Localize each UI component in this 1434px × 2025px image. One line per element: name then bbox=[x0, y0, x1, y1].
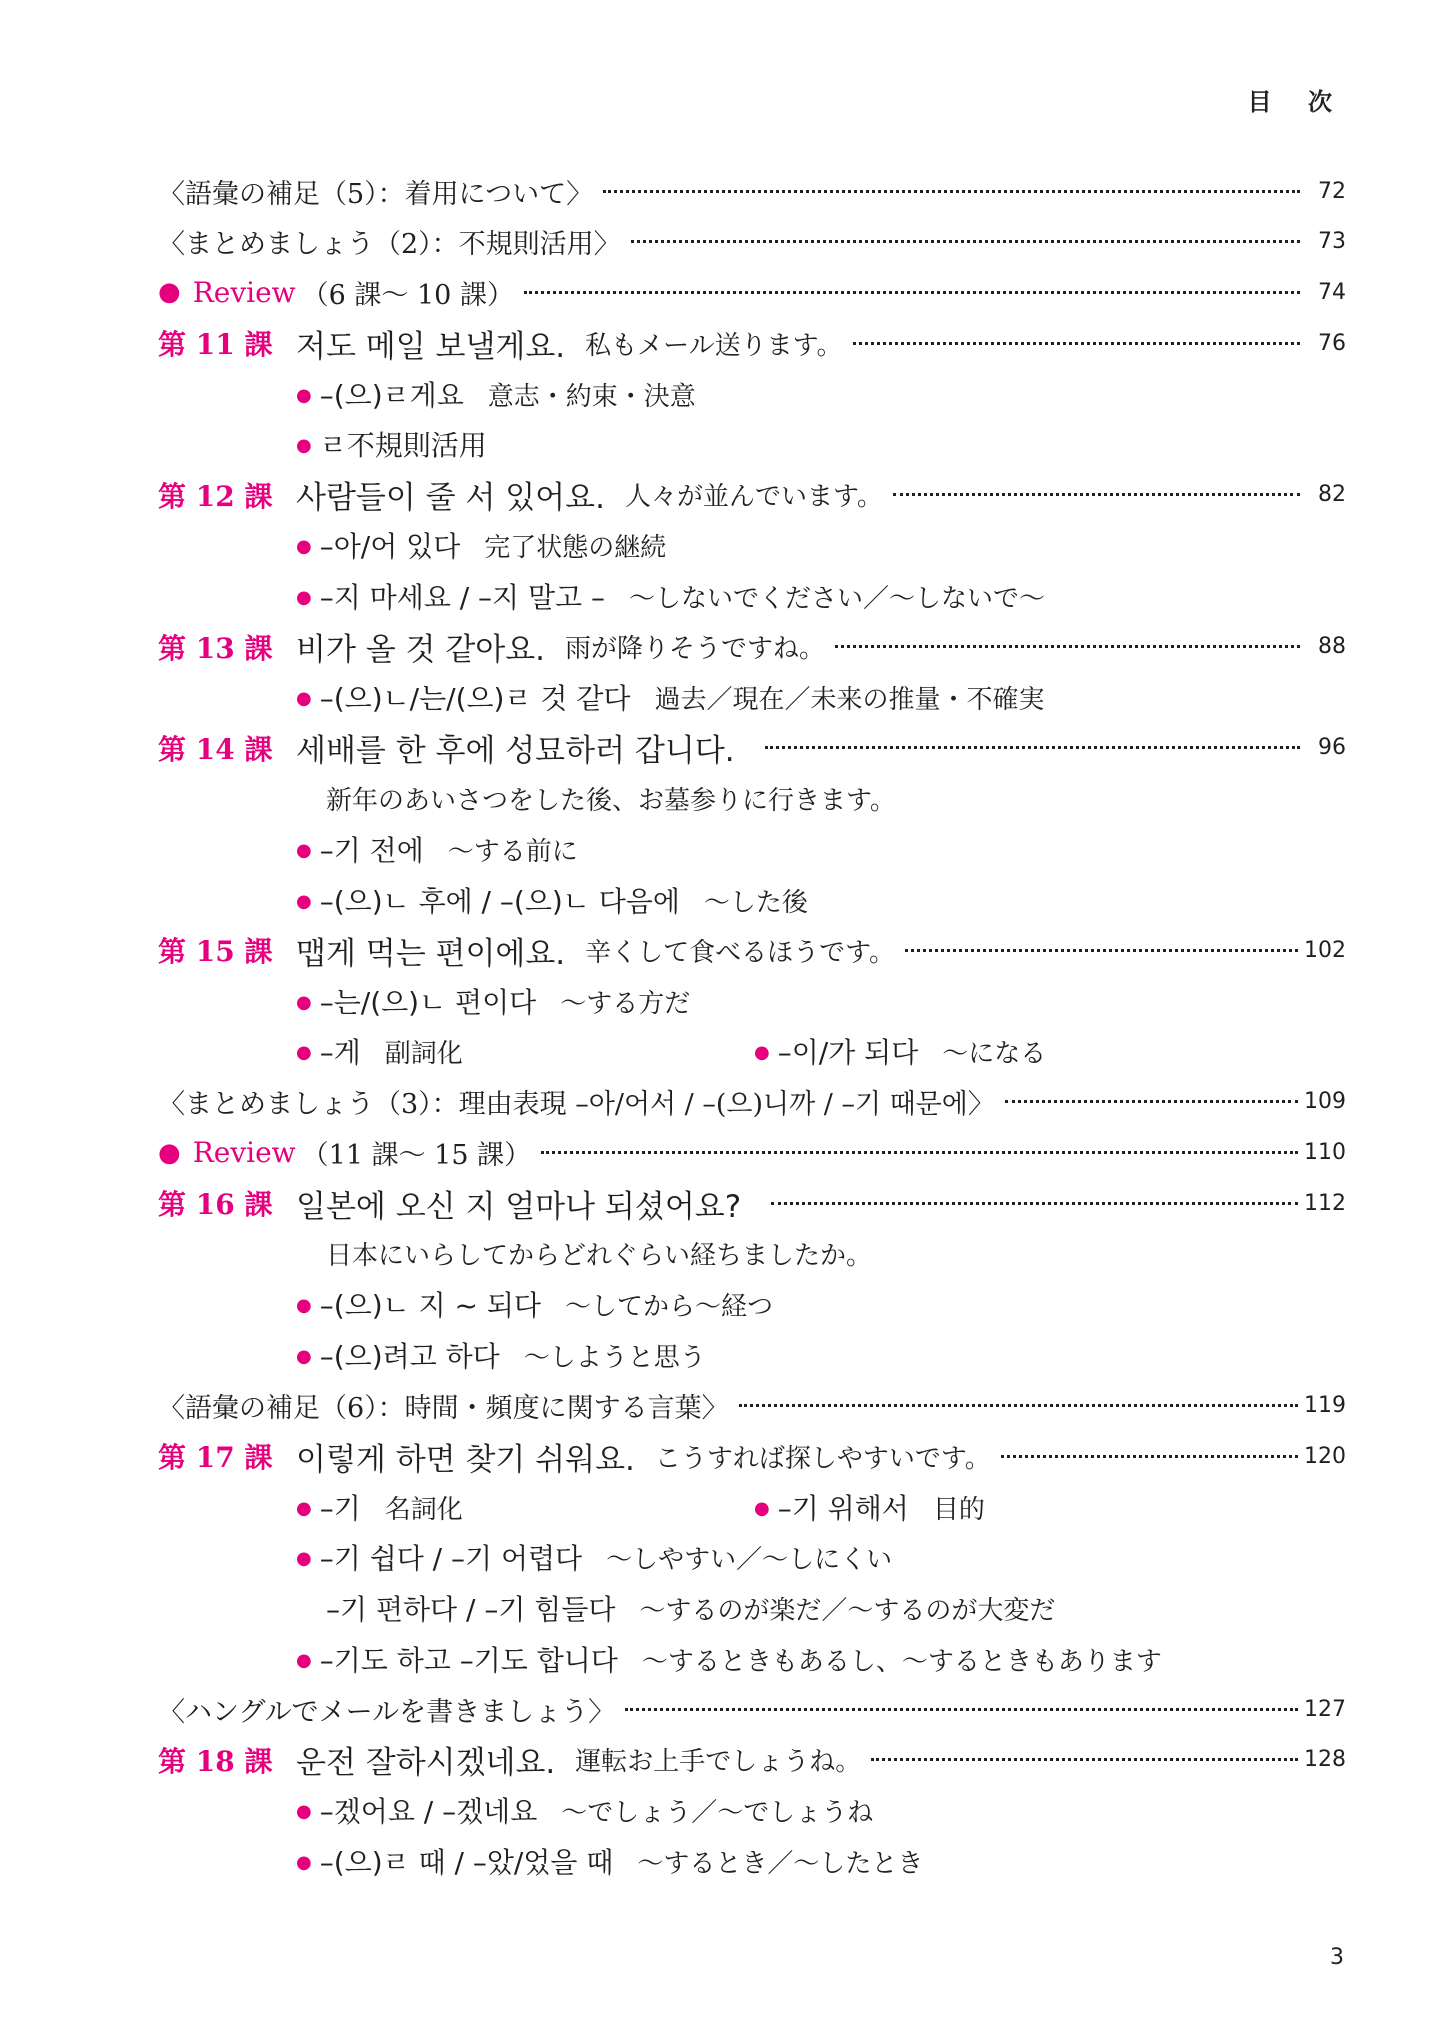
lesson-title-japanese: 日本にいらしてからどれぐらい経ちましたか。 bbox=[326, 1241, 873, 1272]
page-ref: 109 bbox=[1304, 1089, 1346, 1115]
grammar-point bbox=[296, 880, 808, 920]
grammar-pattern: –(으)려고 하다 bbox=[319, 1339, 500, 1373]
lesson-title-korean: 맵게 먹는 편이에요. bbox=[296, 935, 566, 972]
lesson-number: 第 14 課 bbox=[158, 732, 273, 766]
grammar-point-row bbox=[158, 368, 1346, 419]
section-title: 〈まとめましょう（2）：不規則活用〉 bbox=[158, 229, 621, 261]
grammar-meaning: ～してから～経つ bbox=[564, 1292, 773, 1323]
lesson-title-korean: 비가 올 것 같아요. bbox=[296, 632, 546, 669]
grammar-pattern: –는/(으)ㄴ 편이다 bbox=[319, 985, 537, 1019]
toc-section-entry[interactable] bbox=[158, 217, 1346, 268]
lesson-title-korean: 사람들이 줄 서 있어요. bbox=[296, 480, 605, 517]
dot-leader bbox=[853, 342, 1300, 345]
grammar-pattern: –(으)ㄹ게요 bbox=[319, 378, 464, 412]
grammar-point bbox=[296, 374, 696, 414]
grammar-point-row bbox=[158, 1836, 1346, 1887]
review-range: （11 課～ 15 課） bbox=[301, 1140, 532, 1172]
page-ref: 88 bbox=[1318, 634, 1346, 660]
page-ref: 112 bbox=[1304, 1190, 1346, 1216]
bullet-icon: ● bbox=[296, 1497, 312, 1519]
section-title: 〈まとめましょう（3）：理由表現 –아/어서 / –(으)니까 / –기 때문에〉 bbox=[158, 1089, 995, 1121]
dot-leader bbox=[871, 1758, 1298, 1761]
grammar-meaning: ～でしょう／～でしょうね bbox=[561, 1798, 874, 1829]
grammar-meaning: 意志・約束・決意 bbox=[487, 381, 696, 412]
toc-review-entry[interactable] bbox=[158, 267, 1346, 318]
dot-leader bbox=[524, 291, 1300, 294]
page-ref: 74 bbox=[1318, 279, 1346, 305]
page-ref: 110 bbox=[1304, 1140, 1346, 1166]
grammar-pattern: –기도 하고 –기도 합니다 bbox=[319, 1643, 618, 1677]
grammar-meaning: ～しないでください／～しないで～ bbox=[629, 584, 1046, 615]
grammar-point bbox=[296, 1841, 923, 1881]
grammar-pattern: –기 편하다 / –기 힘들다 bbox=[326, 1592, 616, 1626]
lesson-title-korean: 일본에 오신 지 얼마나 되셨어요? bbox=[296, 1188, 742, 1225]
toc-lesson-entry[interactable] bbox=[158, 1431, 1346, 1482]
grammar-point-row bbox=[158, 1026, 1346, 1077]
grammar-point bbox=[296, 1639, 1162, 1679]
bullet-icon: ● bbox=[296, 587, 312, 609]
dot-leader bbox=[739, 1404, 1298, 1407]
grammar-pattern: –겠어요 / –겠네요 bbox=[319, 1795, 538, 1829]
section-title: 〈ハングルでメールを書きましょう〉 bbox=[158, 1696, 616, 1728]
grammar-point-row bbox=[158, 1583, 1346, 1634]
bullet-icon: ● bbox=[296, 1042, 312, 1064]
grammar-meaning: ～するときもあるし、～するときもあります bbox=[641, 1646, 1162, 1677]
toc-lesson-entry[interactable] bbox=[158, 470, 1346, 521]
table-of-contents bbox=[158, 166, 1346, 1886]
toc-lesson-entry[interactable] bbox=[158, 925, 1346, 976]
toc-lesson-entry[interactable] bbox=[158, 1734, 1346, 1785]
bullet-icon: ● bbox=[296, 1801, 312, 1823]
lesson-title-korean: 이렇게 하면 찾기 쉬워요. bbox=[296, 1441, 635, 1478]
bullet-icon: ● bbox=[296, 890, 312, 912]
dot-leader bbox=[835, 645, 1300, 648]
grammar-point bbox=[296, 576, 1045, 616]
grammar-point bbox=[296, 1790, 873, 1830]
toc-section-entry[interactable] bbox=[158, 166, 1346, 217]
review-label: Review bbox=[192, 275, 296, 309]
grammar-meaning: ～しやすい／～しにくい bbox=[606, 1545, 893, 1576]
grammar-pattern: –(으)ㄴ 후에 / –(으)ㄴ 다음에 bbox=[319, 884, 680, 918]
grammar-pattern: –기 bbox=[319, 1491, 361, 1525]
grammar-point-row bbox=[158, 672, 1346, 723]
bullet-icon: ● bbox=[296, 435, 312, 457]
lesson-number: 第 13 課 bbox=[158, 631, 273, 665]
grammar-point bbox=[296, 1487, 463, 1527]
bullet-icon: ● bbox=[296, 1649, 312, 1671]
grammar-pattern: –기 쉽다 / –기 어렵다 bbox=[319, 1542, 583, 1576]
grammar-meaning: 過去／現在／未来の推量・不確実 bbox=[654, 685, 1045, 716]
grammar-point bbox=[296, 829, 578, 869]
dot-leader bbox=[541, 1151, 1298, 1154]
lesson-title-japanese: 雨が降りそうですね。 bbox=[565, 634, 826, 665]
lesson-title-japanese: 辛くして食べるほうです。 bbox=[585, 937, 896, 968]
toc-section-entry[interactable] bbox=[158, 1077, 1346, 1128]
section-title: 〈語彙の補足（6）：時間・頻度に関する言葉〉 bbox=[158, 1393, 729, 1425]
page-ref: 119 bbox=[1304, 1393, 1346, 1419]
lesson-title-korean: 세배를 한 후에 성묘하러 갑니다. bbox=[296, 733, 735, 770]
grammar-meaning: ～になる bbox=[942, 1039, 1047, 1070]
grammar-pattern: –기 위해서 bbox=[777, 1491, 909, 1525]
toc-lesson-entry[interactable] bbox=[158, 621, 1346, 672]
page-ref: 73 bbox=[1318, 229, 1346, 255]
grammar-meaning: 副詞化 bbox=[384, 1039, 463, 1070]
grammar-meaning: 完了状態の継続 bbox=[484, 533, 667, 564]
page-ref: 82 bbox=[1318, 482, 1346, 508]
grammar-point bbox=[296, 1537, 892, 1577]
page-ref: 96 bbox=[1318, 735, 1346, 761]
bullet-icon: ● bbox=[296, 1851, 312, 1873]
bullet-icon: ● bbox=[754, 1042, 770, 1064]
grammar-pattern: –(으)ㄹ 때 / –았/었을 때 bbox=[319, 1845, 614, 1879]
bullet-icon: ● bbox=[296, 536, 312, 558]
grammar-meaning: ～するとき／～したとき bbox=[637, 1848, 924, 1879]
grammar-pattern: –기 전에 bbox=[319, 834, 424, 868]
lesson-number: 第 11 課 bbox=[158, 328, 273, 362]
lesson-number: 第 15 課 bbox=[158, 935, 273, 969]
grammar-point bbox=[296, 1284, 773, 1324]
lesson-number: 第 16 課 bbox=[158, 1188, 273, 1222]
bullet-icon: ● bbox=[296, 1548, 312, 1570]
lesson-title-korean: 운전 잘하시겠네요. bbox=[296, 1745, 556, 1782]
dot-leader bbox=[893, 493, 1300, 496]
grammar-meaning: ～しようと思う bbox=[523, 1342, 706, 1373]
toc-section-entry[interactable] bbox=[158, 1380, 1346, 1431]
grammar-point-row bbox=[158, 1532, 1346, 1583]
bullet-icon: ● bbox=[296, 384, 312, 406]
dot-leader bbox=[631, 240, 1300, 243]
grammar-pattern: –(으)ㄴ/는/(으)ㄹ 것 같다 bbox=[319, 682, 631, 716]
dot-leader bbox=[1005, 1100, 1298, 1103]
dot-leader bbox=[625, 1708, 1298, 1711]
grammar-meaning: ～した後 bbox=[703, 887, 808, 918]
page-ref: 102 bbox=[1304, 937, 1346, 963]
bullet-circle-icon: ● bbox=[158, 1137, 181, 1168]
lesson-title-japanese: こうすれば探しやすいです。 bbox=[654, 1443, 991, 1474]
lesson-title-korean: 저도 메일 보낼게요. bbox=[296, 328, 566, 365]
bullet-icon: ● bbox=[296, 688, 312, 710]
grammar-pattern: –(으)ㄴ 지 ~ 되다 bbox=[319, 1289, 541, 1323]
page-header-title: 目 次 bbox=[1247, 88, 1346, 116]
grammar-meaning: ～するのが楽だ／～するのが大変だ bbox=[639, 1595, 1056, 1626]
lesson-title-japanese: 運転お上手でしょうね。 bbox=[575, 1747, 862, 1778]
dot-leader bbox=[603, 190, 1300, 193]
bullet-circle-icon: ● bbox=[158, 277, 181, 308]
toc-section-entry[interactable] bbox=[158, 1684, 1346, 1735]
grammar-point-row bbox=[158, 1633, 1346, 1684]
lesson-title-japanese: 新年のあいさつをした後、お墓参りに行きます。 bbox=[326, 785, 896, 816]
bullet-icon: ● bbox=[296, 991, 312, 1013]
grammar-point-row bbox=[158, 571, 1346, 622]
lesson-title-japanese: 人々が並んでいます。 bbox=[624, 482, 883, 513]
bullet-icon: ● bbox=[754, 1497, 770, 1519]
toc-lesson-entry[interactable] bbox=[158, 723, 1346, 774]
bullet-icon: ● bbox=[296, 1345, 312, 1367]
grammar-point-row bbox=[158, 1279, 1346, 1330]
grammar-point bbox=[296, 1031, 463, 1071]
page-ref: 72 bbox=[1318, 178, 1346, 204]
lesson-title-japanese: 私もメール送ります。 bbox=[585, 330, 843, 361]
dot-leader bbox=[905, 949, 1298, 952]
grammar-point-row bbox=[158, 419, 1346, 470]
review-label: Review bbox=[192, 1136, 296, 1170]
grammar-point-row bbox=[158, 1481, 1346, 1532]
grammar-point bbox=[296, 525, 666, 565]
toc-lesson-entry[interactable] bbox=[158, 318, 1346, 369]
review-range: （6 課～ 10 課） bbox=[301, 279, 514, 311]
lesson-number: 第 18 課 bbox=[158, 1744, 273, 1778]
grammar-point-row bbox=[158, 1330, 1346, 1381]
grammar-point bbox=[296, 981, 690, 1021]
page-ref: 127 bbox=[1304, 1696, 1346, 1722]
grammar-pattern: –아/어 있다 bbox=[319, 530, 461, 564]
toc-lesson-entry[interactable] bbox=[158, 1178, 1346, 1229]
grammar-pattern: ㄹ不規則活用 bbox=[319, 429, 487, 463]
grammar-pattern: –지 마세요 / –지 말고 – bbox=[319, 581, 605, 615]
grammar-point-row bbox=[158, 874, 1346, 925]
grammar-meaning: 名詞化 bbox=[384, 1494, 463, 1525]
bullet-icon: ● bbox=[296, 840, 312, 862]
grammar-pattern: –이/가 되다 bbox=[777, 1036, 919, 1070]
grammar-point bbox=[296, 1335, 706, 1375]
grammar-point bbox=[754, 1031, 1046, 1071]
page-ref: 120 bbox=[1304, 1443, 1346, 1469]
grammar-point bbox=[754, 1487, 985, 1527]
section-title: 〈語彙の補足（5）：着用について〉 bbox=[158, 178, 594, 210]
page-ref: 128 bbox=[1304, 1747, 1346, 1773]
grammar-pattern: –게 bbox=[319, 1036, 361, 1070]
grammar-point bbox=[326, 1588, 1055, 1628]
page-number: 3 bbox=[1330, 1945, 1344, 1970]
grammar-point bbox=[296, 424, 511, 464]
dot-leader bbox=[771, 1202, 1298, 1205]
bullet-icon: ● bbox=[296, 1295, 312, 1317]
grammar-meaning: ～する方だ bbox=[560, 988, 691, 1019]
grammar-point bbox=[296, 677, 1044, 717]
lesson-title-continuation bbox=[158, 773, 1346, 824]
grammar-meaning: ～する前に bbox=[447, 837, 578, 868]
page-ref: 76 bbox=[1318, 330, 1346, 356]
dot-leader bbox=[765, 746, 1300, 749]
toc-review-entry[interactable] bbox=[158, 1127, 1346, 1178]
lesson-number: 第 17 課 bbox=[158, 1441, 273, 1475]
lesson-number: 第 12 課 bbox=[158, 479, 273, 513]
lesson-title-continuation bbox=[158, 1228, 1346, 1279]
grammar-point-row bbox=[158, 824, 1346, 875]
grammar-point-row bbox=[158, 1785, 1346, 1836]
dot-leader bbox=[1001, 1455, 1298, 1458]
grammar-meaning: 目的 bbox=[932, 1494, 985, 1525]
grammar-point-row bbox=[158, 520, 1346, 571]
grammar-point-row bbox=[158, 976, 1346, 1027]
